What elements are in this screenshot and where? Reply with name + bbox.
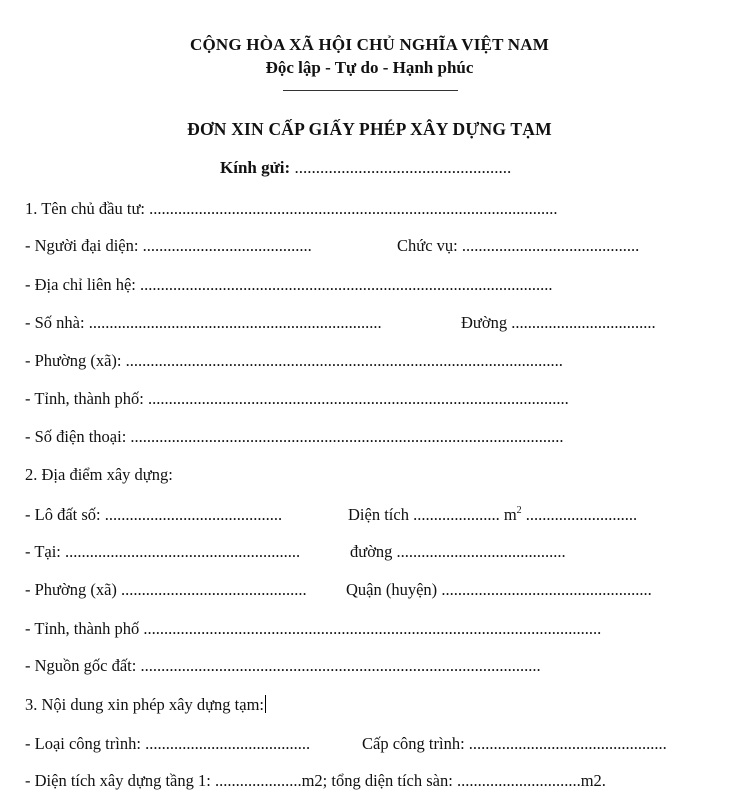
house-number-field[interactable]: ....................................................................... bbox=[88, 313, 382, 332]
representative-row bbox=[25, 236, 312, 256]
recipient-line bbox=[220, 158, 511, 178]
content-heading bbox=[25, 695, 266, 715]
site-province-label: - Tỉnh, thành phố bbox=[25, 619, 140, 638]
motto-heading: Độc lập - Tự do - Hạnh phúc bbox=[265, 58, 474, 77]
text-cursor bbox=[265, 695, 266, 713]
phone-row bbox=[25, 427, 564, 447]
total-area-field[interactable]: .............................. bbox=[456, 771, 581, 790]
lot-field[interactable]: ........................................... bbox=[104, 505, 283, 524]
contact-address-row bbox=[25, 275, 553, 295]
work-grade-segment bbox=[362, 734, 667, 754]
work-grade-label: Cấp công trình: bbox=[362, 734, 465, 753]
site-province-row bbox=[25, 619, 601, 639]
lot-label: - Lô đất số: bbox=[25, 505, 101, 524]
area-label: Diện tích bbox=[348, 505, 409, 524]
document-title: ĐƠN XIN CẤP GIẤY PHÉP XÂY DỰNG TẠM bbox=[187, 119, 552, 139]
area-extra-field[interactable]: ........................... bbox=[525, 505, 638, 524]
land-origin-label: - Nguồn gốc đất: bbox=[25, 656, 137, 675]
header-divider bbox=[283, 90, 458, 91]
total-area-label: m2; tổng diện tích sàn: bbox=[301, 771, 453, 790]
recipient-field[interactable]: ................................................... bbox=[294, 158, 512, 177]
area-segment bbox=[348, 505, 637, 525]
land-origin-row bbox=[25, 656, 541, 676]
owner-label: 1. Tên chủ đầu tư: bbox=[25, 199, 145, 218]
lot-row bbox=[25, 505, 282, 525]
phone-label: - Số điện thoại: bbox=[25, 427, 127, 446]
representative-field[interactable]: ......................................... bbox=[142, 236, 312, 255]
road-field[interactable]: ......................................... bbox=[396, 542, 566, 561]
recipient-label: Kính gửi: bbox=[220, 158, 291, 177]
land-origin-field[interactable]: ................................................................................................. bbox=[140, 656, 541, 675]
ward-row bbox=[25, 351, 563, 371]
site-ward-row bbox=[25, 580, 307, 600]
content-heading-label: 3. Nội dung xin phép xây dựng tạm: bbox=[25, 695, 265, 714]
district-field[interactable]: ................................................... bbox=[441, 580, 652, 599]
area-unit: $m^2$ bbox=[503, 505, 522, 524]
work-grade-field[interactable]: ................................................ bbox=[468, 734, 667, 753]
floor-area-row bbox=[25, 771, 606, 791]
house-number-label: - Số nhà: bbox=[25, 313, 85, 332]
location-field[interactable]: ......................................................... bbox=[65, 542, 301, 561]
location-label: - Tại: bbox=[25, 542, 61, 561]
road-label: đường bbox=[350, 542, 393, 561]
floor-area-field[interactable]: ..................... bbox=[214, 771, 302, 790]
road-segment bbox=[350, 542, 566, 562]
owner-row bbox=[25, 199, 558, 219]
nation-heading: CỘNG HÒA XÃ HỘI CHỦ NGHĨA VIỆT NAM bbox=[190, 35, 549, 54]
ward-label: - Phường (xã): bbox=[25, 351, 122, 370]
house-number-row bbox=[25, 313, 382, 333]
site-heading: 2. Địa điểm xây dựng: bbox=[25, 465, 173, 484]
ward-field[interactable]: .......................................................................................................... bbox=[125, 351, 563, 370]
representative-label: - Người đại diện: bbox=[25, 236, 139, 255]
work-type-field[interactable]: ........................................ bbox=[145, 734, 311, 753]
street-segment bbox=[461, 313, 656, 333]
site-province-field[interactable]: ............................................................................................................... bbox=[143, 619, 602, 638]
work-type-label: - Loại công trình: bbox=[25, 734, 141, 753]
province-label: - Tỉnh, thành phố: bbox=[25, 389, 144, 408]
site-ward-label: - Phường (xã) bbox=[25, 580, 117, 599]
work-type-row bbox=[25, 734, 310, 754]
district-label: Quận (huyện) bbox=[346, 580, 438, 599]
street-label: Đường bbox=[461, 313, 508, 332]
owner-field[interactable]: ................................................................................................... bbox=[149, 199, 558, 218]
district-segment bbox=[346, 580, 652, 600]
province-field[interactable]: ...................................................................................................... bbox=[147, 389, 569, 408]
position-field[interactable]: ........................................... bbox=[461, 236, 640, 255]
position-label: Chức vụ: bbox=[397, 236, 458, 255]
floor-area-label: - Diện tích xây dựng tầng 1: bbox=[25, 771, 211, 790]
site-ward-field[interactable]: ............................................. bbox=[121, 580, 307, 599]
position-segment bbox=[397, 236, 639, 256]
area-field[interactable]: ..................... bbox=[413, 505, 500, 524]
phone-field[interactable]: ......................................................................................................... bbox=[130, 427, 564, 446]
total-area-unit: m2. bbox=[580, 771, 606, 790]
province-row bbox=[25, 389, 569, 409]
location-row bbox=[25, 542, 300, 562]
contact-address-field[interactable]: .................................................................................................... bbox=[140, 275, 553, 294]
contact-address-label: - Địa chỉ liên hệ: bbox=[25, 275, 136, 294]
street-field[interactable]: ................................... bbox=[511, 313, 656, 332]
